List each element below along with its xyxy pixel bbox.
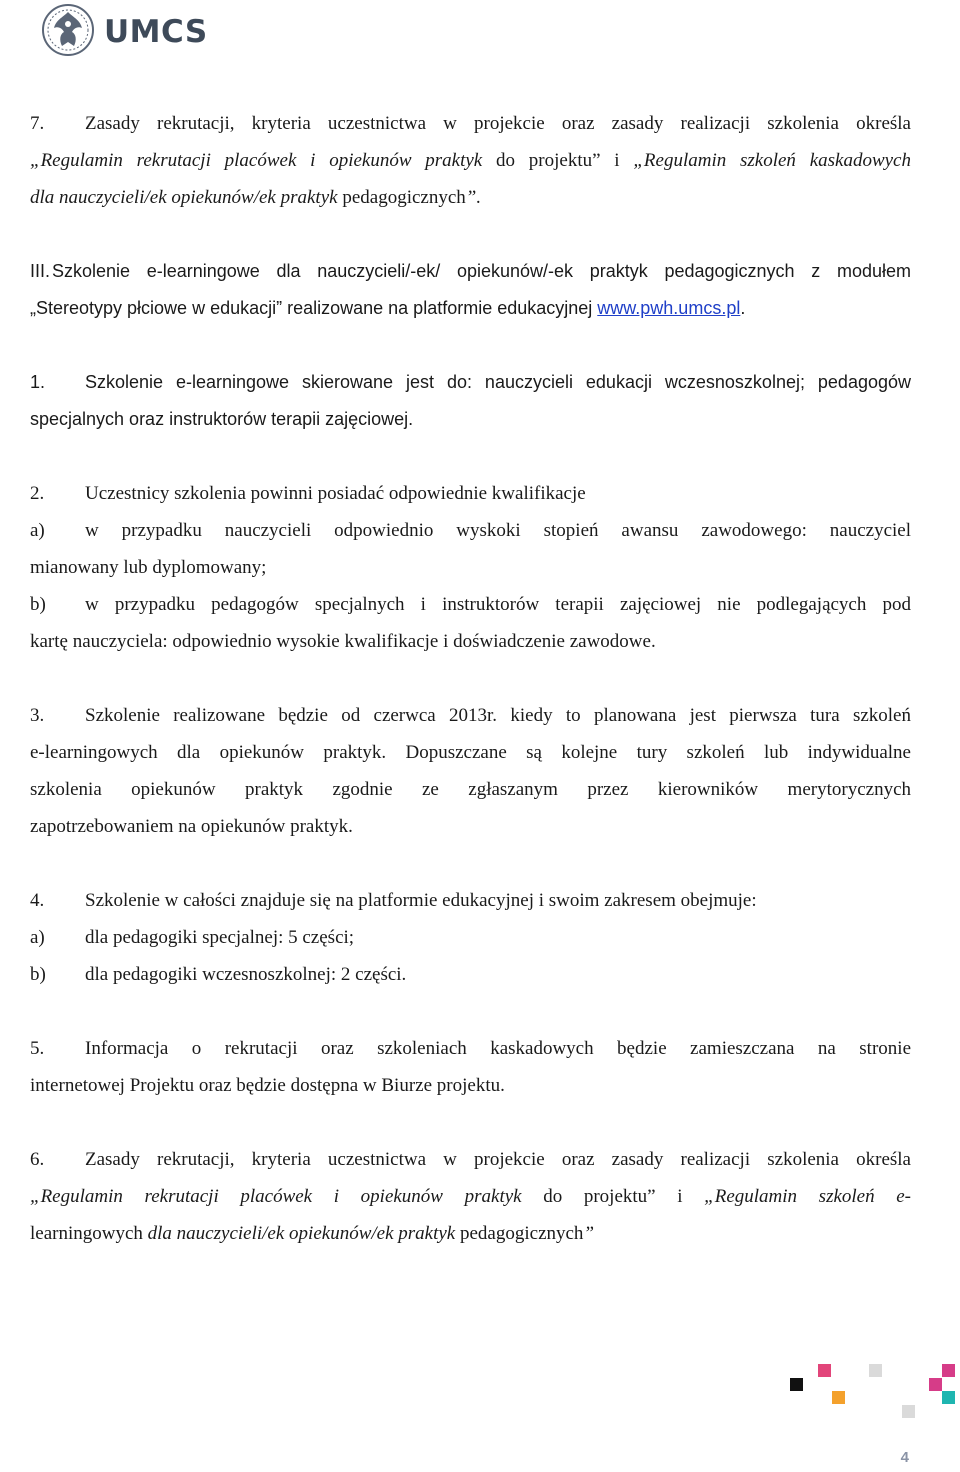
section-number: III. <box>30 261 51 281</box>
item-6 <box>30 1141 911 1252</box>
text-line: internetowej Projektu oraz będzie dostępna w Biurze projektu. <box>30 1075 505 1096</box>
text-run: ” <box>583 1223 595 1244</box>
deco-square-teal <box>942 1391 955 1404</box>
text-line: e-learningowych dla opiekunów praktyk. Dopuszczane są kolejne tury szkoleń lub indywidualne <box>30 742 911 763</box>
regulation-title: „Regulamin szkoleń e- <box>704 1186 911 1207</box>
platform-link[interactable]: www.pwh.umcs.pl <box>597 298 741 318</box>
document-body <box>30 105 911 1252</box>
text-line: specjalnych oraz instruktorów terapii zajęciowej. <box>30 409 414 429</box>
item-5 <box>30 1030 911 1104</box>
text-run: do projektu” i <box>521 1186 705 1207</box>
deco-square-black <box>790 1378 803 1391</box>
text-run: learningowych <box>30 1223 148 1244</box>
deco-square-lightgray-2 <box>902 1405 915 1418</box>
text-line: Szkolenie w całości znajduje się na platformie edukacyjnej i swoim zakresem obejmuje: <box>85 890 757 911</box>
text-line: Zasady rekrutacji, kryteria uczestnictwa w projekcie oraz zasady realizacji szkolenia określa <box>85 1149 911 1170</box>
item-number: 5. <box>30 1038 45 1059</box>
sub-label: b) <box>30 594 46 615</box>
item-4 <box>30 882 911 993</box>
regulation-title: „Regulamin szkoleń kaskadowych <box>633 150 911 171</box>
item-number: 1. <box>30 372 46 392</box>
item-1 <box>30 364 911 438</box>
regulation-title: dla nauczycieli/ek opiekunów/ek praktyk <box>30 187 338 208</box>
item-number: 2. <box>30 483 45 504</box>
text-run: ”. <box>465 187 482 208</box>
regulation-title: dla nauczycieli/ek opiekunów/ek praktyk <box>147 1223 456 1244</box>
text-line: Szkolenie realizowane będzie od czerwca 2013r. kiedy to planowana jest pierwsza tura szkoleń <box>85 705 911 726</box>
regulation-title: „Regulamin rekrutacji placówek i opiekunów praktyk <box>30 150 483 171</box>
item-2 <box>30 475 911 660</box>
text-run: „Stereotypy płciowe w edukacji” realizowane na platformie edukacyjnej <box>30 298 598 318</box>
item-number: 4. <box>30 890 45 911</box>
sub-label: b) <box>30 964 46 985</box>
item-number: 6. <box>30 1149 45 1170</box>
text-line: w przypadku pedagogów specjalnych i instruktorów terapii zajęciowej nie podlegających pod <box>85 594 911 615</box>
text-line: dla pedagogiki specjalnej: 5 części; <box>85 927 355 948</box>
deco-square-magenta-2 <box>942 1364 955 1377</box>
umcs-logo <box>40 2 208 58</box>
text-run: pedagogicznych <box>337 187 466 208</box>
umcs-emblem-icon <box>40 2 96 58</box>
text-run: pedagogicznych <box>455 1223 584 1244</box>
deco-square-magenta <box>929 1378 942 1391</box>
item-number: 7. <box>30 113 45 134</box>
text-line: Zasady rekrutacji, kryteria uczestnictwa w projekcie oraz zasady realizacji szkolenia określa <box>85 113 911 134</box>
text-run: . <box>740 298 746 318</box>
deco-square-pink <box>818 1364 831 1377</box>
text-line: w przypadku nauczycieli odpowiednio wyskoki stopień awansu zawodowego: nauczyciel <box>85 520 911 541</box>
section-intro <box>30 105 911 216</box>
item-3 <box>30 697 911 845</box>
sub-label: a) <box>30 927 45 948</box>
text-line: Szkolenie e-learningowe skierowane jest do: nauczycieli edukacji wczesnoszkolnej; pedagogów <box>85 372 911 392</box>
text-run: do projektu” i <box>482 150 634 171</box>
page-number: 4 <box>900 1449 909 1466</box>
text-line: kartę nauczyciela: odpowiednio wysokie kwalifikacje i doświadczenie zawodowe. <box>30 631 656 652</box>
deco-square-lightgray <box>869 1364 882 1377</box>
text-line: Szkolenie e-learningowe dla nauczycieli/-ek/ opiekunów/-ek praktyk pedagogicznych z modułem <box>52 261 911 281</box>
text-line: dla pedagogiki wczesnoszkolnej: 2 części. <box>85 964 407 985</box>
text-line: zapotrzebowaniem na opiekunów praktyk. <box>30 816 353 837</box>
text-line: Informacja o rekrutacji oraz szkoleniach kaskadowych będzie zamieszczana na stronie <box>85 1038 911 1059</box>
section-iii <box>30 253 911 327</box>
sub-label: a) <box>30 520 45 541</box>
regulation-title: „Regulamin rekrutacji placówek i opiekunów praktyk <box>30 1186 522 1207</box>
deco-square-orange <box>832 1391 845 1404</box>
text-line: Uczestnicy szkolenia powinni posiadać odpowiednie kwalifikacje <box>85 483 586 504</box>
text-line: szkolenia opiekunów praktyk zgodnie ze zgłaszanym przez kierowników merytorycznych <box>30 779 911 800</box>
text-line: mianowany lub dyplomowany; <box>30 557 267 578</box>
item-number: 3. <box>30 705 45 726</box>
logo-text: UMCS <box>104 14 208 50</box>
